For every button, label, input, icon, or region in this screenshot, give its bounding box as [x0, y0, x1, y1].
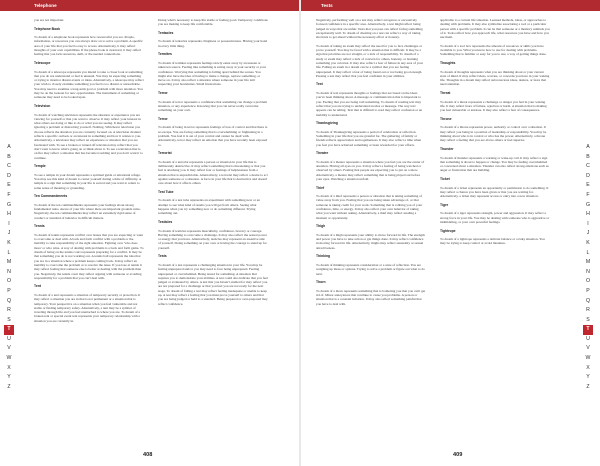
index-letter-o: O	[585, 278, 591, 285]
entry-heading: Telescope	[34, 60, 51, 65]
entry-heading: Tests	[158, 254, 167, 259]
index-letter-t: T	[583, 325, 593, 335]
entry-text: To dream of a terrorist represents a person or situation in your life that is deliberately destructive. It may reflect something that is threatening or that you feel is attacking you. It may reflect fear or feelings of helplessness from a situation that is unpredictable. Alternatively, a terrorist may reflect a desire to act against someone or a situation. A force in your life that is destructive and doesn't care about how it affects others.	[158, 159, 268, 186]
entry-text: To dream of a test represents a challenging situation in your life. You may be feeling unprepared and/or you may need to face being unprepared. Feeling unprepared or overwhelmed. Being tested for something. A situation that requires you to demonstrate your abilities. A test could also indicate that you feel judged or evaluated by others. A test that you haven't studied for may reflect you are not prepared for a challenge or that you feel you are not ready for the next stage. To dream of failing a test may reflect feeling inadequate or unable to keep up. A test may reflect a feeling that you must prove yourself to others and that you are being judged or held to a standard. Being prepared or over-prepared may reflect confidence.	[158, 262, 268, 306]
entry-heading: Tennis	[34, 224, 45, 229]
left-page-number: 408	[143, 452, 153, 458]
index-letter-h: H	[7, 211, 11, 218]
entry-text: To dream of testicles represents masculinity, confidence, bravery or courage. Having something to overcome a challenge. It may also reflect the sexual power or energy that you have. Alternatively, testicles may represent an assertive side of yourself. Doing something on your own or having the courage to stand up for yourself.	[158, 228, 267, 250]
right-alphabet-index	[583, 143, 593, 392]
entry-text: To dream of a tool box represents the amount of resources or skills you have available to you. What you know how to use for dealing with problems. Something that is familiar or easy for you to use, a way of getting things done.	[440, 43, 547, 57]
index-letter-p: P	[7, 287, 11, 294]
right-header-title: Tests	[321, 3, 333, 8]
entry-heading: Tightrope	[440, 228, 456, 233]
right-page-column-2	[440, 18, 550, 448]
entry-heading: Thorn	[316, 280, 326, 285]
entry-heading: Throne	[440, 116, 452, 121]
entry-text: To dream of a threat represents a challenge or danger you feel in your waking life. It may reflect fears of failure, rejection or harm. A situation that is making you feel vulnerable or anxious. It may also reflect a fear of consequences.	[440, 99, 547, 113]
entry-text: To dream of terror represents a confidence that something can change a problem situation, or any experience. Knowing that you can never really overcome something on your own.	[158, 99, 267, 113]
entry-text: To dream of a tightrope represents a delicate balance or a risky situation. You may be trying to keep control or avoid mistakes.	[440, 237, 545, 246]
index-letter-v: V	[7, 345, 11, 352]
index-letter-x: X	[586, 364, 590, 371]
entry-text: Doing what's necessary to keep life stable or feeling good. Temporary conditions you are making to keep life comfortable.	[158, 18, 268, 27]
entry-text: To dream of watching television represents the situation or experience you are viewing for yourself or that you want to observe. It may reflect your interest in what others are doing or like to do or what you are seeing. It may reflect ignoring a problem or distracting yourself. Nothing. Whichever television you choose reflects the situation you are currently focused on. A television channel reflects a specific outlook or an interest in something and how it relates to you. Alternatively, a television may reflect an experience or situation that you are fascinated with. To see a broken or turned off television may reflect that you don't want to know what's going on or think about it. To see a television that is on fire may reflect a situation that has become troubling and you don't want it to continue.	[34, 112, 143, 160]
index-letter-v: V	[586, 345, 590, 352]
index-letter-n: N	[7, 268, 11, 275]
index-letter-r: R	[7, 307, 11, 314]
entry-text: To see a temple in your dream represents a spiritual guide or emotional refuge. You may see this kind of dream to center yourself during a time of difficulty. A temple is a sign that something in your life is sacred and you want to return to some sense of meaning or grounding.	[34, 172, 142, 190]
right-page-number: 409	[453, 452, 463, 458]
entry-heading: Threat	[440, 91, 451, 96]
entry-heading: Terror	[158, 116, 168, 121]
index-letter-t: T	[4, 325, 14, 335]
index-letter-l: L	[586, 249, 590, 256]
right-page-header	[301, 0, 600, 11]
index-letter-k: K	[586, 239, 590, 246]
entry-heading: Text	[316, 82, 323, 87]
index-letter-l: L	[7, 249, 11, 256]
index-letter-o: O	[6, 278, 12, 285]
entry-text: To dream of a telescope represents you intend to take a closer look at something that you do not understand or feel is unusual. You may be expecting something or trying to monitor distant events or ideas. Alternatively, a telescope may reflect your wish to closely examine something you feel is too distant or unreachable. You may need to examine a long-term goal or problem with more attention. You may be on the lookout for new opportunities. The instrument of something or someone may need to be looked upon.	[34, 69, 144, 100]
index-letter-g: G	[6, 201, 12, 208]
index-letter-k: K	[7, 239, 11, 246]
index-letter-g: G	[585, 201, 591, 208]
entry-heading: Termites	[158, 52, 172, 57]
entry-heading: Tent	[34, 284, 41, 289]
index-letter-y: Y	[7, 374, 11, 381]
entry-text: To dream of thinking represents consideration or a state of reflection. You are weighing up ideas or options. Trying to solve a problem or figure out what to do next.	[316, 262, 425, 276]
index-letter-f: F	[586, 191, 590, 198]
index-letter-a: A	[586, 144, 590, 150]
entry-text: To dream of a thief represents a person or situation that is taking something of value away from you. Feeling that you are being taken advantage of, or that someone is taking credit for your work. Something that is robbing you of your confidence, time, or energy. It may also reflect your own behavior of taking what you want without asking. Alternatively, a thief may reflect stealing a moment or opportunity.	[316, 194, 423, 220]
index-letter-j: J	[586, 230, 590, 237]
index-letter-y: Y	[586, 374, 590, 381]
entry-text: To dream of a ticket represents an opportunity or permission to do something. It may reflect a chance you have been given or that you are waiting for. Alternatively, a ticket may represent access or entry into a new situation.	[440, 185, 549, 199]
entry-heading: Test Tube	[158, 189, 174, 194]
entry-heading: Thunder	[440, 146, 454, 151]
entry-heading: Thoughts	[440, 60, 456, 65]
entry-heading: Temple	[34, 164, 46, 169]
index-letter-q: Q	[585, 297, 591, 304]
entry-text: To dream of tennis represents conflict over issues that you are expecting or want to overcome or deal with. A back and forth conflict with a problem or the inability to take responsibility of the right situation. Fighting over 'who does more' or who wins. A way of dealing with problems is a back and forth game. To dream of being on the tennis court represents preparing for a conflict. It may be that something you do is not working out. A tennis ball represents the idea that you are in a situation where a problem keeps coming back. It may reflect an inability to overcome the problem or to resolve the issue. If you lose at tennis it may reflect feeling that someone else is better at dealing with the problem than you. Negatively, the tennis court may reflect arguing with someone or avoiding responsibility for a problem that you can't deal with.	[34, 232, 144, 280]
entry-heading: Tentacles	[158, 30, 174, 35]
index-letter-w: W	[585, 355, 591, 362]
index-letter-j: J	[7, 230, 11, 237]
entry-heading: Ticket	[440, 176, 450, 181]
entry-text: To dream of a thigh represents your ability to move forward in life. The strength and power you have to take action or get things done. It may reflect confidence in moving forward in life. Alternatively, thighs may reflect sensuality or sexual attractiveness.	[316, 232, 425, 250]
index-letter-n: N	[586, 268, 590, 275]
index-letter-u: U	[586, 335, 590, 342]
index-letter-u: U	[7, 335, 11, 342]
entry-heading: Terror	[158, 91, 168, 96]
entry-heading: Thief	[316, 185, 325, 190]
index-letter-i: I	[8, 220, 10, 227]
entry-text: To dream of a theatre represents a situation where you feel you are the center of attention. Having all eyes on you. It may reflect a feeling of being watched or observed by others. Feeling that people are expecting you to put on a show. Alternatively, a theatre may reflect something that is being played out before your eyes. Watching a situation unfold.	[316, 159, 425, 181]
entry-heading: Thigh	[316, 224, 326, 229]
left-header-title: Telephone	[34, 3, 57, 8]
left-alphabet-index	[4, 143, 14, 392]
index-letter-w: W	[6, 355, 12, 362]
entry-text: To dream of thoughts represents what you are thinking about or your current state of mind. It may reflect ideas, worries, or concerns you have in your waking life. Thoughts in a dream may reflect subconscious ideas, desires, or fears that need attention.	[440, 69, 550, 87]
entry-text: To dream of taking an exam may reflect the need for you to face challenges or prove yourself. You may be faced with a situation that is difficult. It may be a sign that priorities are not straight, or a lack of responsibility. To dream of a study or exam may reflect a lack of concern for others, honesty, or learning something you can trust. It may also reflect a fear of failure in any area of your life. Failing an exam in a dream can be a symbol that you are feeling unprepared. It may reflect a fear of being found out or not being good enough. Passing a test may reflect that you feel confident in your abilities.	[316, 43, 424, 78]
right-page-column-1	[316, 18, 426, 448]
index-letter-d: D	[586, 172, 590, 179]
entry-text: you are not important.	[34, 18, 65, 22]
entry-text: To dream of a tiger represents strength, power and aggression. It may reflect a strong force in your life. You may be dealing with someone who is aggressive or intimidating, or your own powerful feelings.	[440, 211, 550, 224]
index-letter-e: E	[586, 182, 590, 189]
index-letter-b: B	[7, 153, 11, 160]
index-letter-c: C	[7, 163, 11, 170]
index-letter-c: C	[586, 163, 590, 170]
left-page-column-2	[158, 18, 268, 448]
entry-heading: Testicles	[158, 219, 173, 224]
entry-text: To dream of Thanksgiving represents a period of celebration or reflection. Something in your life that you are grateful for. The gathering of family or friends reflects appreciation and togetherness. It may also reflect a time when you feel you have achieved something or been rewarded for your efforts.	[316, 129, 422, 147]
entry-heading: Ten Commandments	[34, 194, 68, 199]
left-page-column-1	[34, 18, 144, 448]
entry-text: To dream of a test tube represents an experiment with something new or an attempt to see what kind of results you will get from others. Seeing what happens when you try something new or do something different. Trying something out.	[158, 198, 260, 216]
entry-text: To dream of being in terror represents feelings of loss of control and that there is no escape. You are facing something that is overwhelming or frightening in a problem. You feel it is out of your control and cannot be dealt with. Alternatively, terror may reflect an emotion that you have recently been exposed to.	[158, 125, 268, 147]
index-letter-d: D	[7, 172, 11, 179]
index-letter-b: B	[586, 153, 590, 160]
index-letter-r: R	[586, 307, 590, 314]
entry-text: To dream of tentacles represents clinginess or possessiveness. Having your hand in every little thing.	[158, 39, 268, 48]
index-letter-a: A	[7, 144, 11, 150]
index-letter-p: P	[586, 287, 590, 294]
left-page-header	[0, 0, 299, 11]
entry-text: Negatively, performing well on a test may reflect arrogance or excessively focused confidence in a specific area. Alternatively, a test might reflect being judged in ways that are unfair. Tests that you pass can reflect facing something exceptionally well. To dream of cheating on a test can reflect a way of taking shortcuts to get ahead without the necessary effort or honesty.	[316, 18, 423, 40]
index-letter-x: X	[7, 364, 11, 371]
index-letter-z: Z	[586, 383, 590, 390]
book-gutter	[299, 0, 301, 466]
index-letter-q: Q	[6, 297, 12, 304]
entry-heading: Theatre	[316, 151, 329, 156]
index-letter-f: F	[7, 191, 11, 198]
entry-text: To dream of the ten commandments represents your feelings about strong fundamental rules. Aware of your life where there are important grounds rules. Negatively, the ten commandments may reflect an extremely rigid sense of conduct or standard of behavior in difficult matters.	[34, 202, 141, 220]
index-letter-s: S	[586, 316, 590, 323]
index-letter-s: S	[7, 316, 11, 323]
entry-text: To dream of text represents thoughts or feelings that are based on the ideas you've been thinking about. A message or communication that is important to you. Feeling that you are being told something. To dream of reading text may reflect that you are trying to understand an idea or message. The way text appears can be telling. Text that is difficult to read may reflect confusion or an inability to understand.	[316, 91, 423, 117]
index-letter-h: H	[586, 211, 590, 218]
entry-heading: Telephone Book	[34, 26, 61, 31]
entry-text: To dream of a tent represents a situation of temporary security or protection. It may reflect a situation you are in that is not permanent or a situation that is temporary. Your perspective on a situation when you feel vulnerable and not stable or finding temporary safety. Alternatively, a tent may be a symbol of traveling through life and you feel unattached to where you are. To dream of a broken tent or special event tent represents your temporary relationship with a situation you are currently in.	[34, 293, 141, 323]
index-letter-m: M	[6, 259, 12, 266]
entry-text: applicable to a current life situation. Learned methods, ideas, or approaches to dealing with problems. It may also symbolize associating a tool or a particular person with a specific problem. It can be that someone or a memory reminds you of it. Tools reflect how you approach life, what resources you have and how you use them.	[440, 18, 550, 40]
index-letter-i: I	[587, 220, 589, 227]
entry-text: To dream of thunder represents a warning or wake-up call. It may reflect a sign that something is about to happen or change. You may be feeling overwhelmed or concerned about a situation. Thunder can also reflect strong emotions such as anger or frustration that are building.	[440, 155, 549, 173]
entry-text: To dream of a thorn represents something that is bothering you that you can't get rid of. Minor annoyances that continue to cause you problems. A person or situation that is a constant irritation. It may also reflect something painful that you have to deal with.	[316, 288, 426, 306]
index-letter-m: M	[585, 259, 591, 266]
entry-text: To dream of a throne represents power, authority or control over a situation. It may reflect you being in a position of leadership or responsibility. You may be thinking about who is in control or who has the power. Alternatively, a throne may reflect a feeling that you are above others or feel superior.	[440, 125, 547, 143]
entry-heading: Thinking	[316, 254, 331, 259]
entry-heading: Thanksgiving	[316, 121, 338, 126]
entry-heading: Terrorist	[158, 151, 172, 156]
entry-text: To dream of termites represents feelings slowly eaten away by an unseen or unknown source. Feeling like something is eating away at your security or your confidence. Worrying that something is falling apart behind the scenes. You might also have the idea of having to make a change, replace something, or move on. It may also reflect a situation where someone in your life isn't respecting your boundaries. Small frustrations.	[158, 60, 267, 87]
index-letter-e: E	[7, 182, 11, 189]
entry-text: To dream of a telephone book represents how resourceful you are. People, information, or resources you can always draw on to solve a problem. A specific area of your life that you feel is easy to access. Alternatively, it may reflect thoughts of your own capabilities. If the phone book is awkward, it may reflect feeling that you lack resources, skill, or the needed connections.	[34, 35, 143, 57]
index-letter-z: Z	[7, 383, 11, 390]
entry-heading: Television	[34, 103, 51, 108]
entry-heading: Tiger	[440, 202, 449, 207]
